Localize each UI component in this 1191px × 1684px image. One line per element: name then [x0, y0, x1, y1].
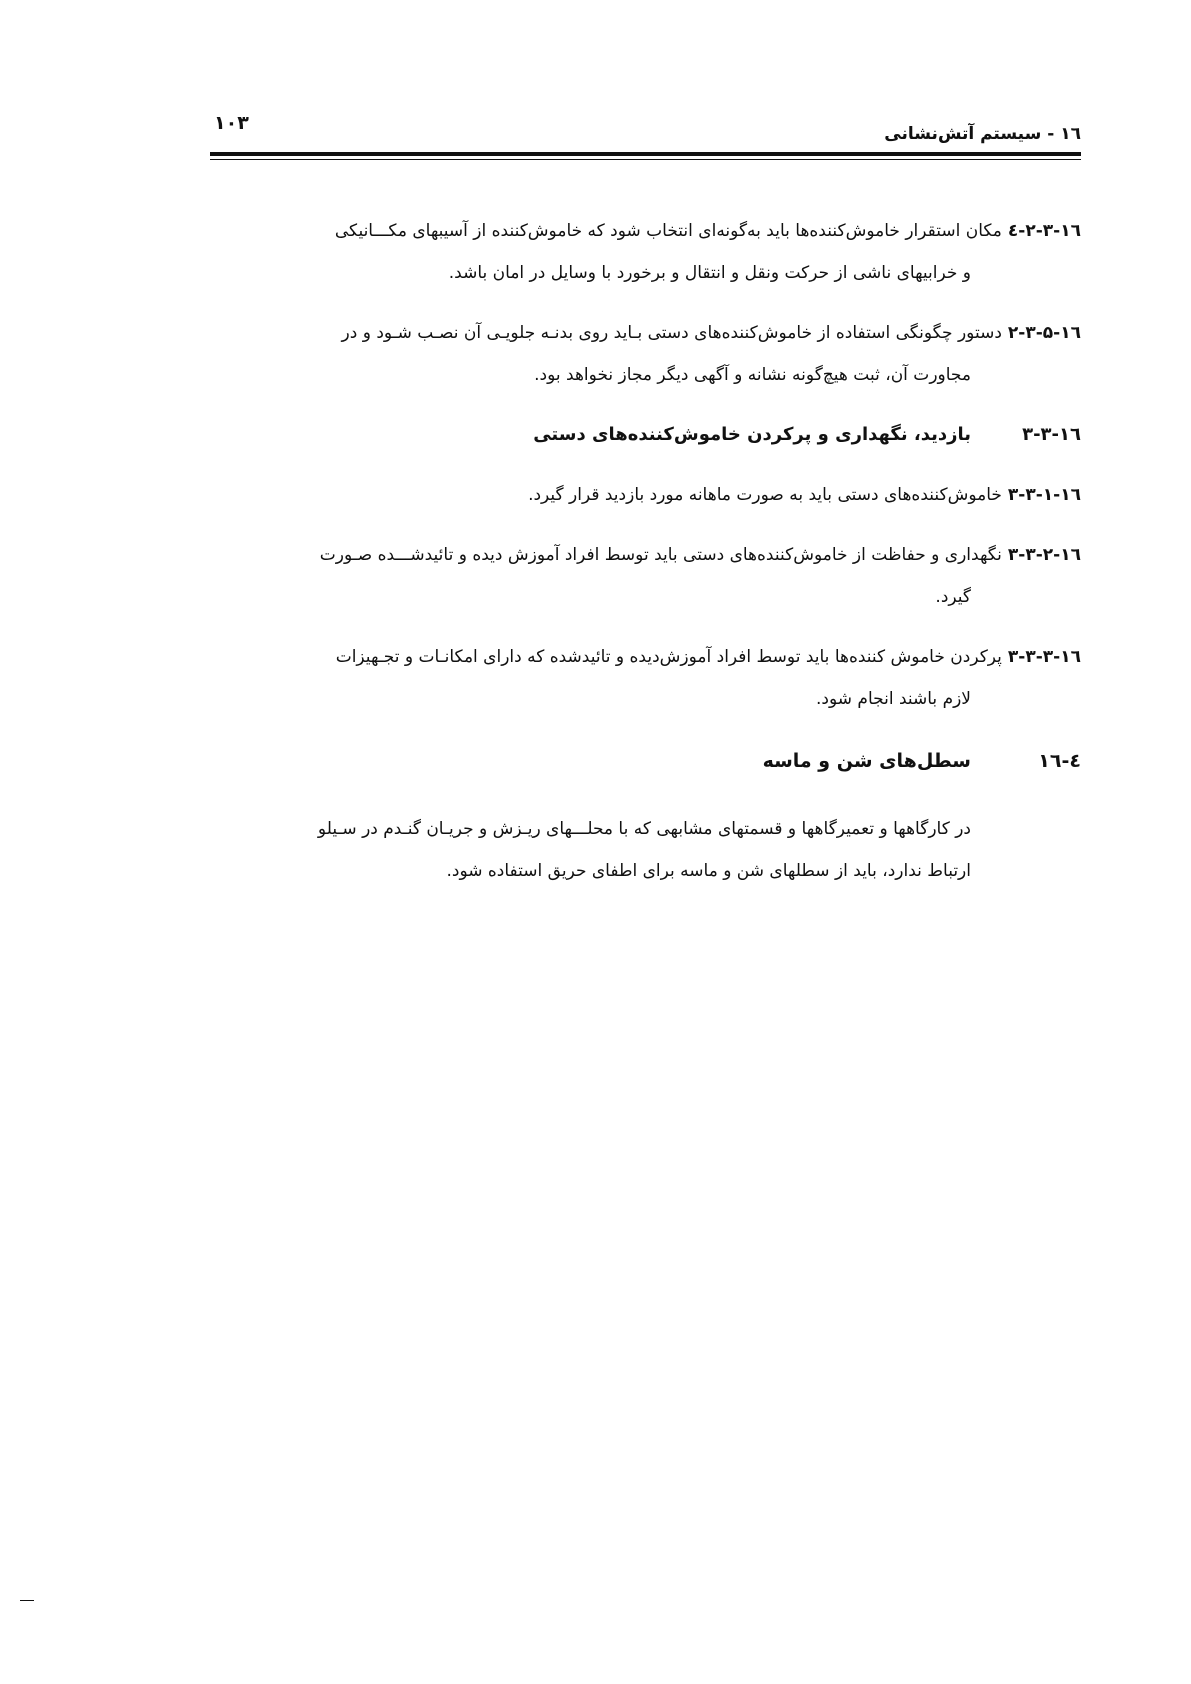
chapter-title: ۱٦ - سیستم آتش‌نشانی: [884, 124, 1081, 144]
paragraph-16-3-3-2: [210, 534, 1081, 618]
subsection-title: بازدید، نگهداری و پرکردن خاموش‌کننده‌های دستی: [533, 424, 971, 445]
section-title: سطل‌های شن و ماسه: [762, 750, 971, 772]
margin-mark: [20, 1600, 34, 1601]
page-number: ۱۰۳: [214, 112, 249, 134]
paragraph-16-3-3-3: [210, 636, 1081, 720]
paragraph-line: دستور چگونگی استفاده از خاموش‌کننده‌های دستی بـاید روی بدنـه جلویـی آن نصـب شـود و در: [341, 323, 1002, 343]
page-header: [210, 104, 1081, 164]
paragraph-number: ۱٦-۲-۳-۵: [1007, 323, 1081, 343]
section-number: ٤-۱٦: [1038, 750, 1081, 772]
subsection-number: ۱٦-۳-۳: [1022, 424, 1081, 445]
paragraph-line: مجاورت آن، ثبت هیچ‌گونه نشانه و آگهی دیگر مجاز نخواهد بود.: [534, 365, 971, 385]
subsection-heading: [210, 414, 1081, 456]
paragraph-16-3-3-1: [210, 474, 1081, 516]
paragraph-line: گیرد.: [935, 587, 971, 607]
paragraph-line: نگهداری و حفاظت از خاموش‌کننده‌های دستی باید توسط افراد آموزش دیده و تائیدشـــده صـورت: [319, 545, 1002, 565]
paragraph-line: مکان استقرار خاموش‌کننده‌ها باید به‌گونه‌ای انتخاب شود که خاموش‌کننده از آسیبهای مکـــانیکی: [334, 221, 1002, 241]
section-body-line: در کارگاهها و تعمیرگاهها و قسمتهای مشابهی که با محلـــهای ریـزش و جریـان گنـدم در سـیلو: [317, 819, 971, 839]
header-rule-thin: [210, 159, 1081, 160]
paragraph-line: لازم باشند انجام شود.: [816, 689, 971, 709]
heading-indent: [971, 414, 1081, 456]
paragraph-number: ۱٦-۲-۳-٤: [1007, 221, 1081, 241]
paragraph-line: و خرابیهای ناشی از حرکت ونقل و انتقال و برخورد با وسایل در امان باشد.: [448, 263, 971, 283]
paragraph-16-3-2-4: [210, 210, 1081, 294]
paragraph-16-3-2-5: [210, 312, 1081, 396]
paragraph-number: ۱٦-۳-۳-۲: [1007, 545, 1081, 565]
header-rule-thick: [210, 152, 1081, 156]
section-body: [210, 808, 1081, 892]
paragraph-line: پرکردن خاموش کننده‌ها باید توسط افراد آموزش‌دیده و تائیدشده که دارای امکانـات و تجـهیزات: [335, 647, 1002, 667]
paragraph-number: ۱٦-۳-۳-۳: [1007, 647, 1081, 667]
paragraph-line: خاموش‌کننده‌های دستی باید به صورت ماهانه مورد بازدید قرار گیرد.: [528, 485, 1002, 505]
paragraph-number: ۱٦-۳-۳-۱: [1007, 485, 1081, 505]
section-heading: [210, 740, 1081, 782]
section-body-line: ارتباط ندارد، باید از سطلهای شن و ماسه برای اطفای حریق استفاده شود.: [446, 861, 971, 881]
page-content: [210, 210, 1081, 892]
